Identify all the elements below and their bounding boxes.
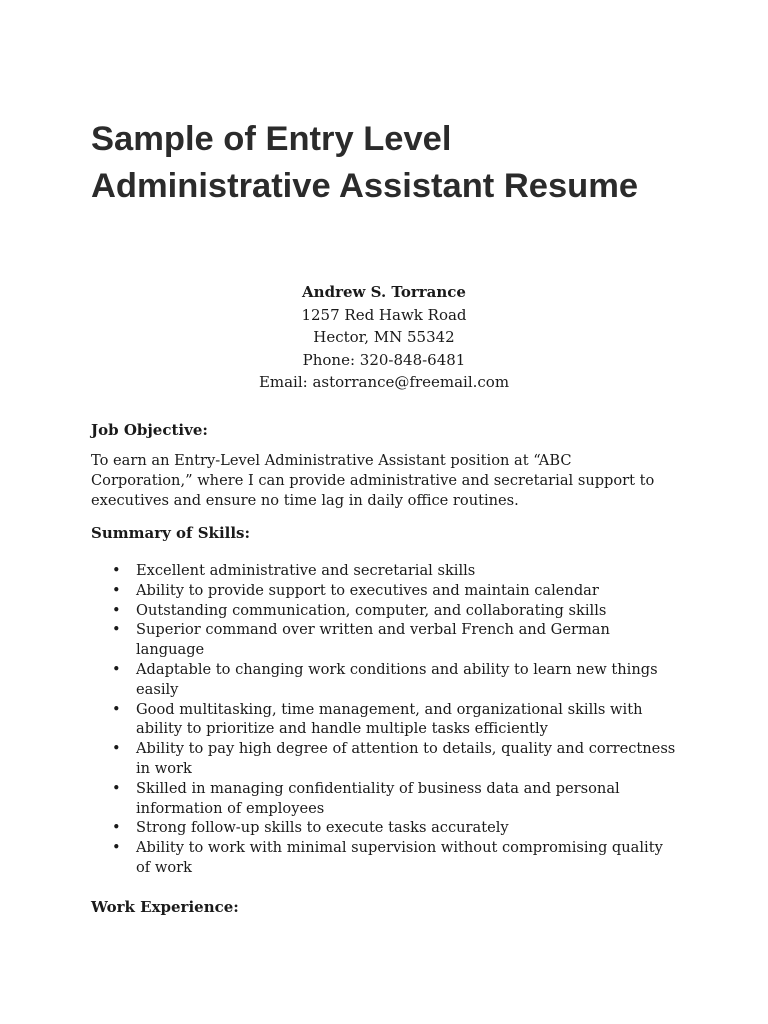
- skill-item: [91, 739, 681, 779]
- skill-item: [91, 700, 681, 740]
- skill-item: [91, 660, 681, 700]
- skill-item: [91, 818, 681, 838]
- bullet-icon: •: [112, 621, 121, 639]
- skill-text: Superior command over written and verbal French and German language: [136, 621, 610, 659]
- skill-text: Good multitasking, time management, and organizational skills with ability to prioritize and handle multiple tasks efficiently: [136, 700, 643, 738]
- bullet-icon: •: [112, 700, 121, 718]
- document-title-line-2: Administrative Assistant Resume: [91, 167, 639, 205]
- contact-name: Andrew S. Torrance: [302, 283, 466, 301]
- objective-heading: Job Objective:: [91, 421, 208, 439]
- skill-text: Adaptable to changing work conditions and ability to learn new things easily: [136, 660, 658, 698]
- bullet-icon: •: [112, 660, 121, 678]
- bullet-icon: •: [112, 562, 121, 579]
- contact-phone: Phone: 320-848-6481: [302, 350, 466, 369]
- skill-item: [91, 620, 681, 660]
- skill-text: Ability to pay high degree of attention to details, quality and correctness in work: [136, 740, 676, 777]
- contact-block: [91, 281, 677, 394]
- skill-text: Ability to provide support to executives and maintain calendar: [136, 581, 599, 599]
- contact-address: 1257 Red Hawk Road: [301, 305, 467, 324]
- skill-item: [91, 601, 681, 621]
- skill-text: Skilled in managing confidentiality of business data and personal information of employees: [136, 779, 620, 817]
- bullet-icon: •: [112, 839, 121, 857]
- skill-item: [91, 581, 681, 601]
- contact-email: Email: astorrance@freemail.com: [258, 373, 510, 391]
- skills-list: [91, 561, 691, 878]
- work-experience-heading: Work Experience:: [91, 898, 239, 916]
- document-title: [91, 116, 711, 210]
- skill-text: Excellent administrative and secretarial skills: [136, 562, 476, 579]
- bullet-icon: •: [112, 779, 121, 797]
- document-title-line-1: Sample of Entry Level: [91, 120, 452, 158]
- skill-text: Strong follow-up skills to execute tasks accurately: [136, 819, 509, 837]
- bullet-icon: •: [112, 601, 121, 619]
- skill-text: Outstanding communication, computer, and collaborating skills: [136, 601, 607, 619]
- skill-item: [91, 838, 681, 878]
- contact-city-state-zip: Hector, MN 55342: [313, 328, 455, 346]
- skill-item: [91, 561, 681, 581]
- bullet-icon: •: [112, 819, 121, 837]
- bullet-icon: •: [112, 581, 121, 599]
- skills-heading: Summary of Skills:: [91, 524, 251, 542]
- skill-text: Ability to work with minimal supervision without compromising quality of work: [136, 839, 663, 876]
- objective-text: To earn an Entry-Level Administrative Assistant position at “ABC Corporation,” where I can provide administrative and secretarial support to executives and ensure no time lag in daily office routines.: [91, 452, 655, 509]
- skill-item: [91, 779, 681, 819]
- bullet-icon: •: [112, 740, 121, 758]
